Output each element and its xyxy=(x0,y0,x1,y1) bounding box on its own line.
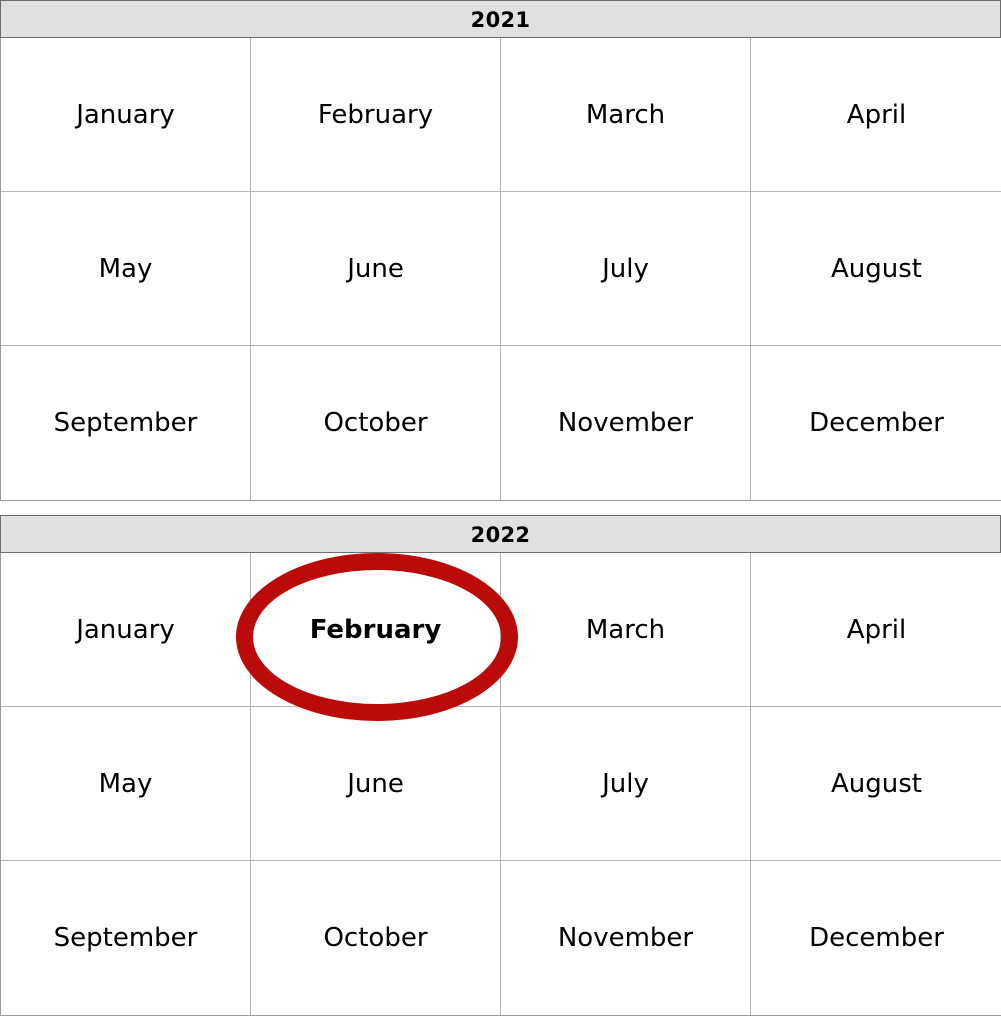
section-divider xyxy=(0,501,1001,515)
month-cell[interactable]: July xyxy=(501,192,751,346)
month-cell[interactable]: May xyxy=(1,192,251,346)
month-cell[interactable]: July xyxy=(501,707,751,861)
month-cell[interactable]: November xyxy=(501,346,751,500)
month-cell[interactable]: May xyxy=(1,707,251,861)
month-cell[interactable]: January xyxy=(1,38,251,192)
month-cell[interactable]: October xyxy=(251,861,501,1015)
month-cell[interactable]: October xyxy=(251,346,501,500)
month-grid-2021 xyxy=(0,38,1001,501)
month-cell[interactable]: December xyxy=(751,861,1001,1015)
month-cell[interactable]: August xyxy=(751,192,1001,346)
month-cell[interactable]: April xyxy=(751,553,1001,707)
month-cell[interactable]: March xyxy=(501,553,751,707)
month-cell[interactable]: April xyxy=(751,38,1001,192)
month-cell[interactable]: March xyxy=(501,38,751,192)
month-cell[interactable]: February xyxy=(251,38,501,192)
month-cell[interactable]: August xyxy=(751,707,1001,861)
month-cell[interactable]: November xyxy=(501,861,751,1015)
month-cell[interactable]: September xyxy=(1,861,251,1015)
month-cell[interactable]: December xyxy=(751,346,1001,500)
month-cell[interactable]: June xyxy=(251,707,501,861)
year-block-2022 xyxy=(0,515,1001,1016)
year-header-2021: 2021 xyxy=(0,0,1001,38)
year-block-2021 xyxy=(0,0,1001,501)
month-cell[interactable]: September xyxy=(1,346,251,500)
month-grid-2022 xyxy=(0,553,1001,1016)
month-cell[interactable]: January xyxy=(1,553,251,707)
month-cell[interactable]: June xyxy=(251,192,501,346)
year-header-2022: 2022 xyxy=(0,515,1001,553)
month-cell-selected[interactable]: February xyxy=(251,553,501,707)
